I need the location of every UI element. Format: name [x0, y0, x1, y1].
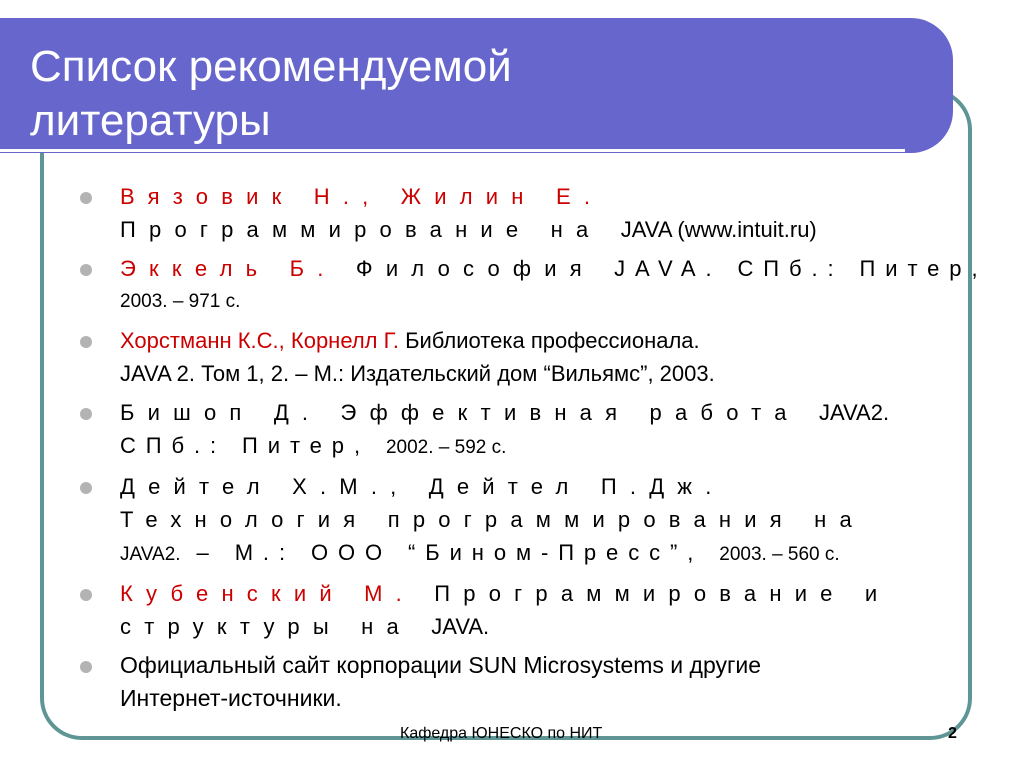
- item-text: JAVA2.: [120, 544, 181, 565]
- item-line: [120, 429, 958, 464]
- item-author: Вязовик Н., Жилин Е.: [120, 184, 604, 209]
- item-line: [120, 213, 958, 246]
- item-line: Дейтел Х.М., Дейтел П.Дж.: [120, 474, 725, 499]
- title-underline: [0, 149, 905, 152]
- item-text: Библиотека профессионала.: [398, 328, 700, 353]
- item-author: Хорстманн К.С., Корнелл Г.: [120, 328, 399, 353]
- title-line-2: литературы: [30, 96, 271, 145]
- list-item: [78, 577, 958, 643]
- item-text: 2003. – 560 с.: [719, 544, 840, 565]
- item-line: JAVA 2. Том 1, 2. – М.: Издательский дом “Вильямс”, 2003.: [120, 361, 715, 386]
- page-number: 2: [948, 725, 957, 742]
- item-text: структуры на: [120, 614, 432, 639]
- bullet-icon: [80, 264, 92, 276]
- item-line: Технология программирования на: [120, 507, 865, 532]
- item-line: 2003. – 971 с.: [120, 291, 241, 312]
- item-author: Эккель Б.: [120, 256, 337, 281]
- item-text: JAVA2.: [818, 400, 890, 425]
- item-text: Программирование и: [414, 581, 891, 606]
- bullet-icon: [80, 336, 92, 348]
- item-text: JAVA.: [431, 614, 490, 639]
- item-text: JAVA (www.intuit.ru): [620, 217, 817, 242]
- item-text: СПб.: Питер,: [120, 433, 386, 458]
- item-text: Бишоп Д. Эффективная работа: [120, 400, 819, 425]
- list-item: [78, 324, 958, 390]
- item-line: Интернет-источники.: [120, 685, 342, 711]
- item-text: Философия: [336, 256, 615, 281]
- list-item: [78, 180, 958, 246]
- item-line: [120, 324, 958, 357]
- footer-text: Кафедра ЮНЕСКО по НИТ: [400, 725, 603, 742]
- bullet-icon: [80, 589, 92, 601]
- slide-title: [30, 40, 512, 148]
- item-text: Программирование на: [120, 217, 621, 242]
- title-line-1: Список рекомендуемой: [30, 42, 512, 91]
- item-line: [120, 536, 958, 571]
- list-item: [78, 649, 958, 715]
- item-text: JAVA. СПб.: Питер,: [614, 256, 988, 281]
- item-line: [120, 610, 958, 643]
- list-item: [78, 252, 988, 318]
- item-line: [120, 396, 958, 429]
- title-bar: [0, 18, 953, 153]
- item-author: Кубенский М.: [120, 581, 415, 606]
- item-text: – М.: ООО “Бином-Пресс”,: [180, 540, 720, 565]
- item-line: [120, 577, 958, 610]
- bullet-icon: [80, 192, 92, 204]
- bullet-icon: [80, 408, 92, 420]
- bullet-icon: [80, 482, 92, 494]
- list-item: [78, 470, 958, 571]
- reference-list: [78, 180, 988, 721]
- item-line: Официальный сайт корпорации SUN Microsystems и другие: [120, 652, 762, 678]
- list-item: [78, 396, 958, 464]
- item-text: 2002. – 592 с.: [385, 437, 507, 458]
- item-line: [120, 252, 988, 285]
- bullet-icon: [80, 661, 92, 673]
